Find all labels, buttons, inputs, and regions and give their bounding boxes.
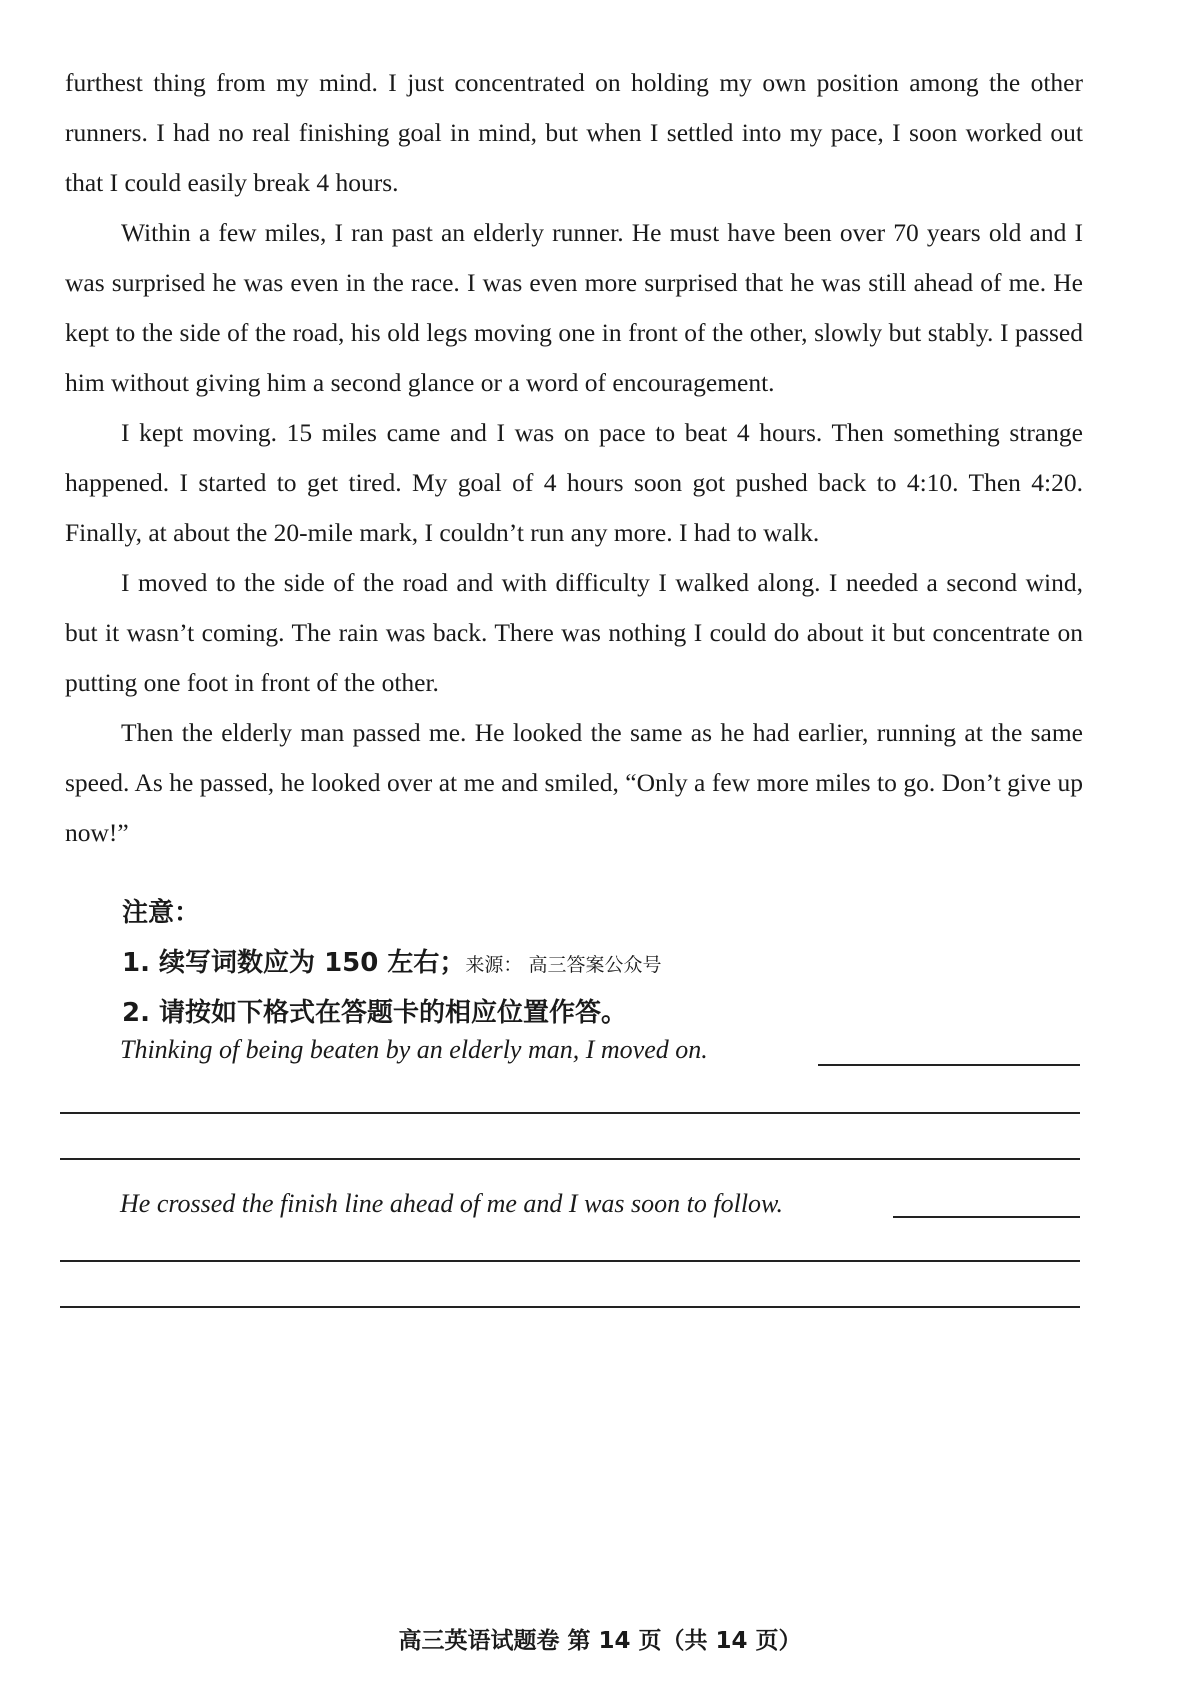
passage-text xyxy=(65,58,1083,858)
answer-blank-2[interactable] xyxy=(893,1216,1080,1218)
passage-paragraph-1: furthest thing from my mind. I just concentrated on holding my own position among the other runners. I had no real finishing goal in mind, but when I settled into my pace, I soon worked out that I could easily break 4 hours. xyxy=(65,68,1083,197)
continuation-prompt-1: Thinking of being beaten by an elderly man, I moved on. xyxy=(120,1035,708,1064)
answer-line-4[interactable] xyxy=(60,1306,1080,1308)
notes-heading: 注意： xyxy=(122,898,201,928)
notes-item-2: 2. 请按如下格式在答题卡的相应位置作答。 xyxy=(122,998,628,1028)
answer-line-1[interactable] xyxy=(60,1112,1080,1114)
notes-item-1-text: 1. 续写词数应为 150 左右； xyxy=(122,948,466,978)
continuation-prompt-2: He crossed the finish line ahead of me and I was soon to follow. xyxy=(120,1189,783,1218)
passage-paragraph-5: Then the elderly man passed me. He looked the same as he had earlier, running at the same speed. As he passed, he looked over at me and smiled, “Only a few more miles to go. Don’t give up now!” xyxy=(65,718,1083,847)
passage-paragraph-2: Within a few miles, I ran past an elderly runner. He must have been over 70 years old and I was surprised he was even in the race. I was even more surprised that he was still ahead of me. He kept to the side of the road, his old legs moving one in front of the other, slowly but stably. I passed him without giving him a second glance or a word of encouragement. xyxy=(65,218,1083,397)
passage-paragraph-3: I kept moving. 15 miles came and I was on pace to beat 4 hours. Then something strange happened. I started to get tired. My goal of 4 hours soon got pushed back to 4:10. Then 4:20. Finally, at about the 20-mile mark, I couldn’t run any more. I had to walk. xyxy=(65,418,1083,547)
answer-line-2[interactable] xyxy=(60,1158,1080,1160)
answer-line-3[interactable] xyxy=(60,1260,1080,1262)
source-label: 来源： 高三答案公众号 xyxy=(465,954,662,976)
page-footer: 高三英语试题卷 第 14 页（共 14 页） xyxy=(398,1628,802,1654)
passage-paragraph-4: I moved to the side of the road and with difficulty I walked along. I needed a second wind, but it wasn’t coming. The rain was back. There was nothing I could do about it but concentrate on putting one foot in front of the other. xyxy=(65,568,1083,697)
answer-blank-1[interactable] xyxy=(818,1064,1080,1066)
notes-item-1 xyxy=(122,938,661,990)
